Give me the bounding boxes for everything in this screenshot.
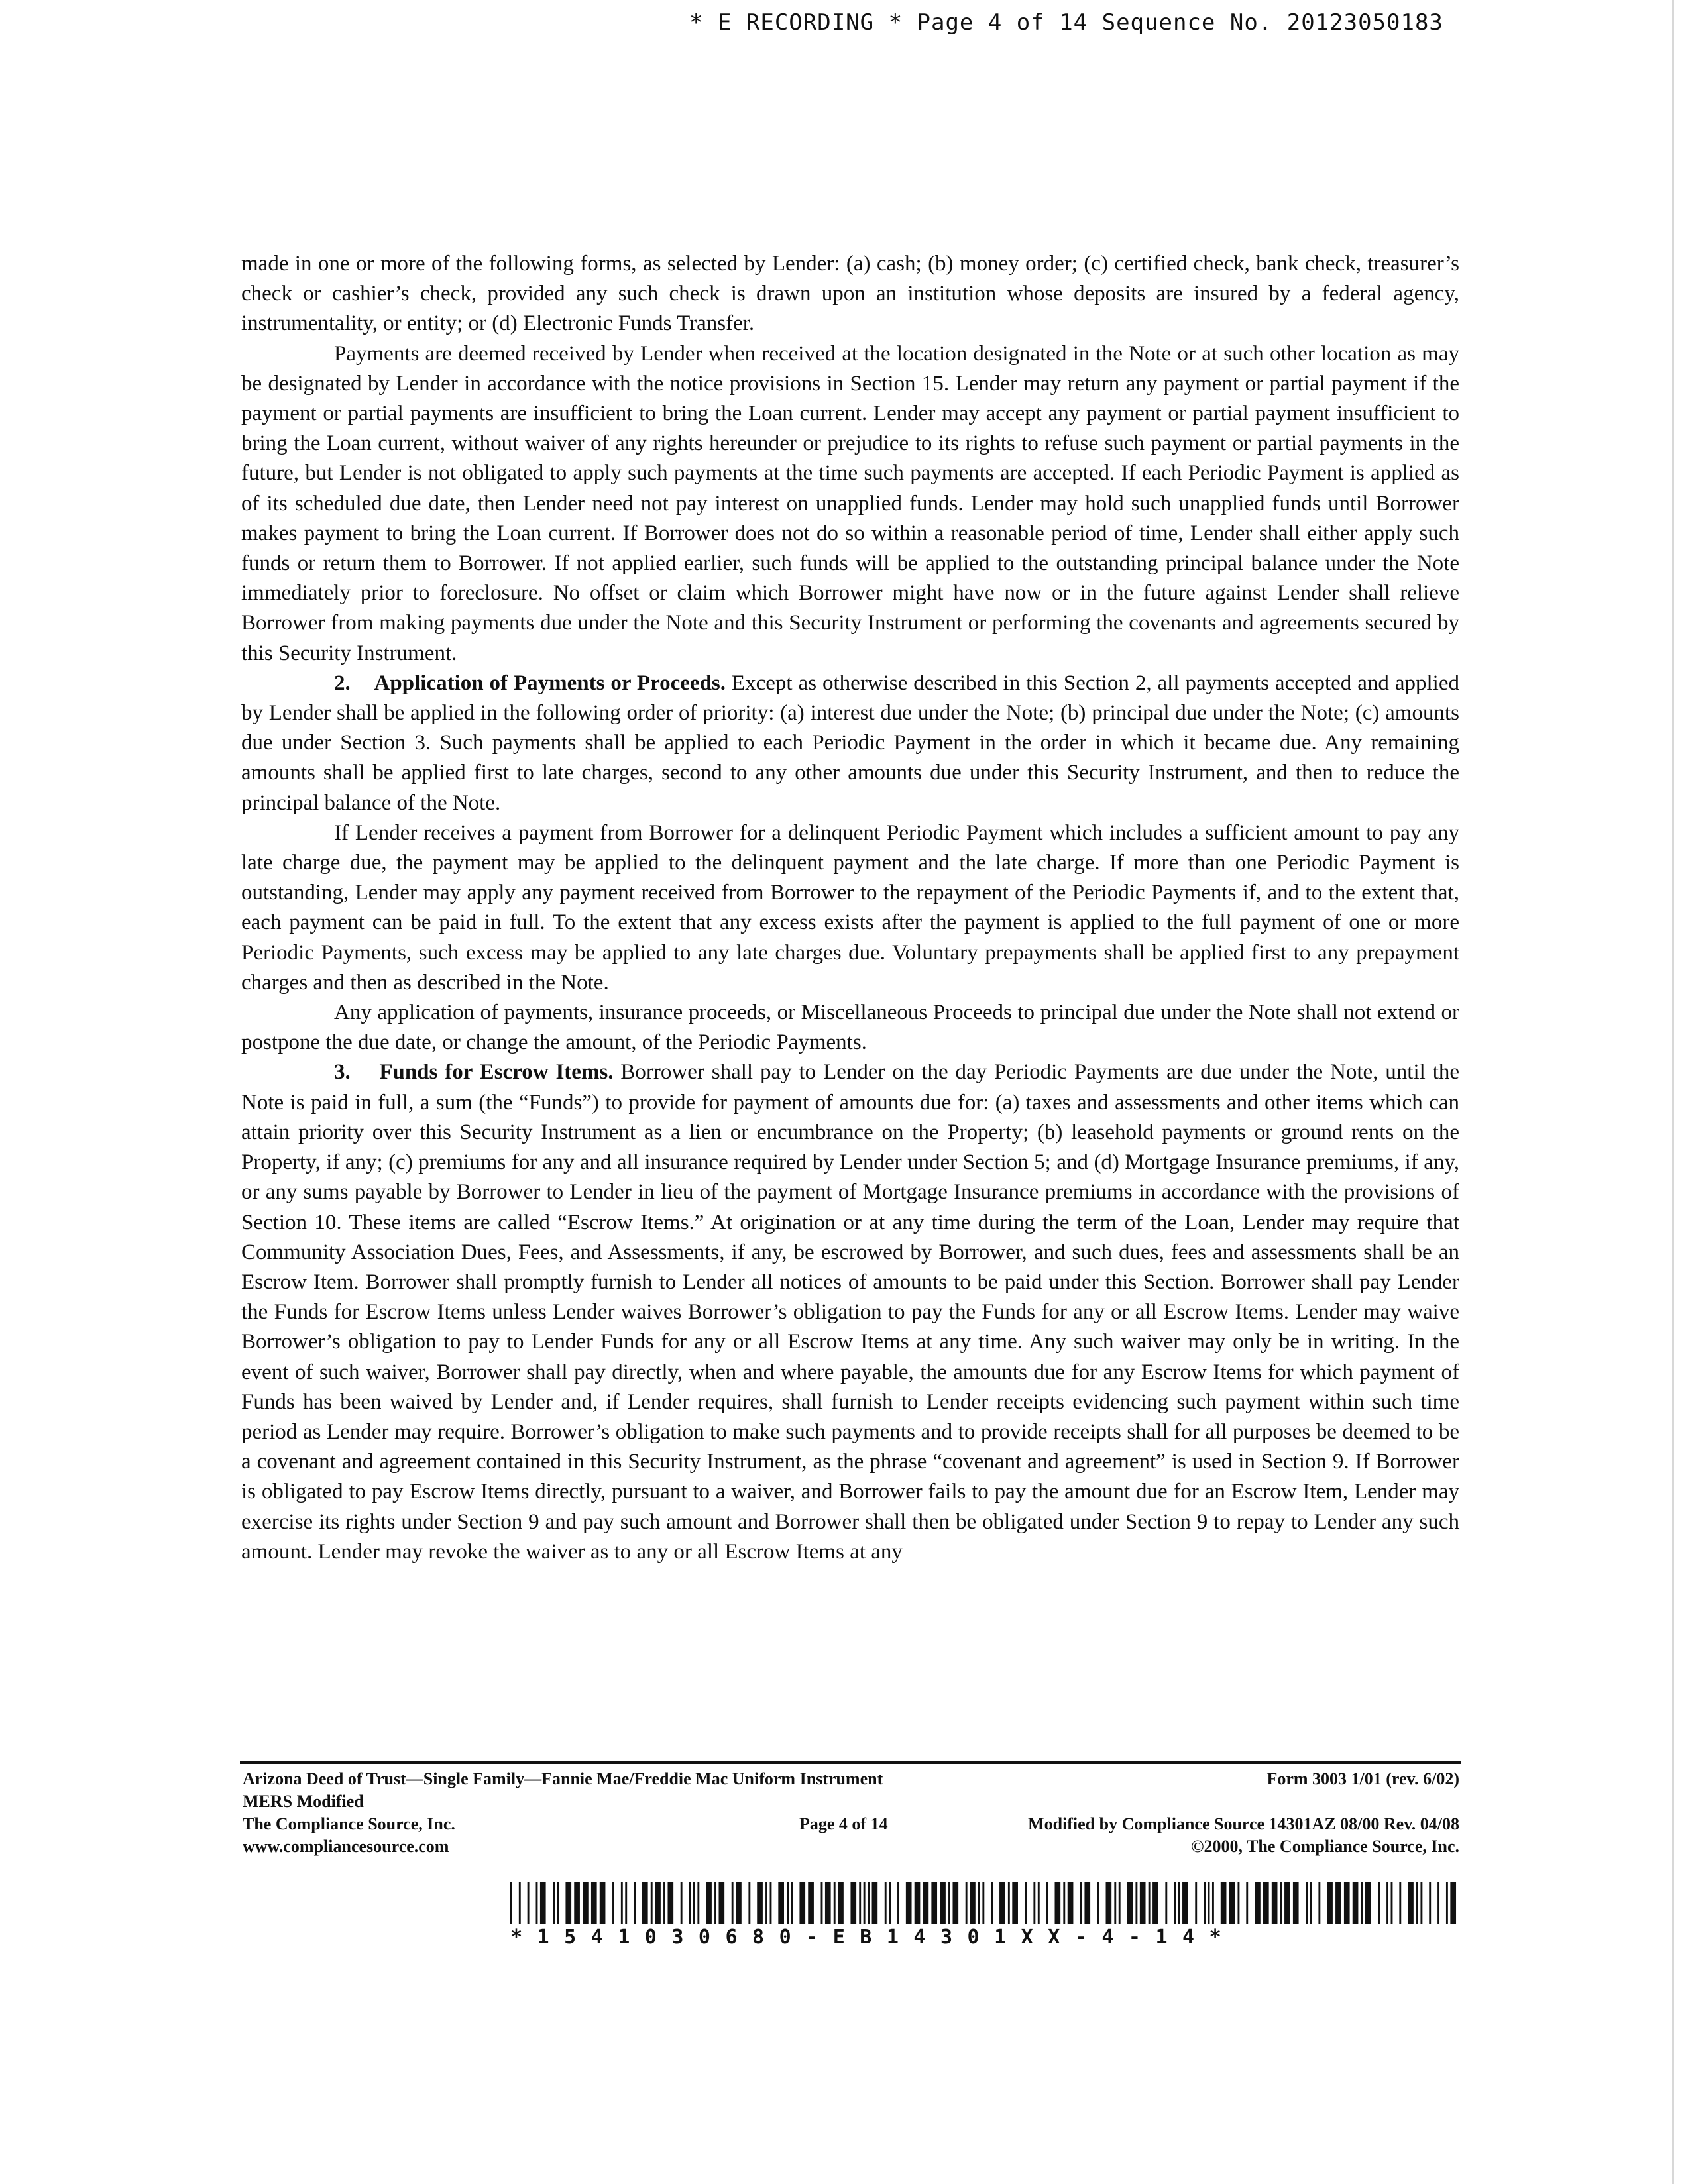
section-3-title: Funds for Escrow Items. bbox=[379, 1060, 614, 1085]
footer-company: The Compliance Source, Inc. bbox=[243, 1814, 455, 1833]
barcode-bar bbox=[681, 1882, 683, 1924]
barcode-bar bbox=[1212, 1882, 1214, 1924]
barcode-bar bbox=[510, 1882, 512, 1924]
barcode-bar bbox=[693, 1882, 695, 1924]
barcode-bar bbox=[1182, 1882, 1188, 1924]
barcode-bar bbox=[706, 1882, 712, 1924]
barcode-bar bbox=[1310, 1882, 1312, 1924]
page-edge-line bbox=[1672, 0, 1674, 2184]
barcode-bar bbox=[736, 1882, 742, 1924]
recording-header: * E RECORDING * Page 4 of 14 Sequence No. 20123050183 bbox=[689, 9, 1443, 36]
barcode-bar bbox=[621, 1882, 623, 1924]
barcode-bar bbox=[528, 1882, 530, 1924]
barcode-bar bbox=[1135, 1882, 1137, 1924]
barcode-bar bbox=[1174, 1882, 1176, 1924]
barcode-bar bbox=[765, 1882, 767, 1924]
barcode-bar bbox=[940, 1882, 946, 1924]
barcode-bar bbox=[1097, 1882, 1099, 1924]
barcode-bar bbox=[970, 1882, 976, 1924]
barcode-bar bbox=[834, 1882, 836, 1924]
barcode-bar bbox=[553, 1882, 555, 1924]
barcode-bar bbox=[1195, 1882, 1197, 1924]
section-3-text: Borrower shall pay to Lender on the day Periodic Payments are due under the Note, until the Note is paid in full, a sum (the “Funds”) to provide for payment of amounts due for: (a) taxes and assessments and other items which can attain priority over this Security Instrument as a lien or encumbrance on the Property; (b) leasehold payments or ground rents on the Property, if any; (c) premiums for any and all insurance required by Lender under Section 5; and (d) Mortgage Insurance premiums, if any, or any sums payable by Borrower to Lender in lieu of the payment of Mortgage Insurance premiums in accordance with the provisions of Section 10. These items are called “Escrow Items.” At origination or at any time during the term of the Loan, Lender may require that Community Association Dues, Fees, and Assessments, if any, be escrowed by Borrower, and such dues, fees and assessments shall be an Escrow Item. Borrower shall promptly furnish to Lender all notices of amounts to be paid under this Section. Borrower shall pay Lender the Funds for Escrow Items unless Lender waives Borrower’s obligation to pay the Funds for any or all Escrow Items. Lender may waive Borrower’s obligation to pay to Lender Funds for any or all Escrow Items at any time. Any such waiver may only be in writing. In the event of such waiver, Borrower shall pay directly, when and where payable, the amounts due for any Escrow Items for which payment of Funds has been waived by Lender and, if Lender requires, shall furnish to Lender receipts evidencing such payment within such time period as Lender may require. Borrower’s obligation to make such payments and to provide receipts shall for all purposes be deemed to be a covenant and agreement contained in this Security Instrument, as the phrase “covenant and agreement” is used in Section 9. If Borrower is obligated to pay Escrow Items directly, pursuant to a waiver, and Borrower fails to pay the amount due for an Escrow Item, Lender may exercise its rights under Section 9 and pay such amount and Borrower shall then be obligated under Section 9 to repay to Lender any such amount. Lender may revoke the waiver as to any or all Escrow Items at any bbox=[241, 1060, 1460, 1564]
barcode-bar bbox=[625, 1882, 627, 1924]
section-2-text: Except as otherwise described in this Section 2, all payments accepted and applied by Lender shall be applied in the following order of priority: (a) interest due under the Note; (b) principal due under the Note; (c) amounts due under Section 3. Such payments shall be applied to each Periodic Payment in the order in which it became due. Any remaining amounts shall be applied first to late charges, second to any other amounts due under this Security Instrument, and then to reduce the principal balance of the Note. bbox=[241, 671, 1459, 815]
barcode-bar bbox=[1437, 1882, 1439, 1924]
footer-form-title: Arizona Deed of Trust—Single Family—Fannie Mae/Freddie Mac Uniform Instrument bbox=[243, 1769, 883, 1788]
barcode-bar bbox=[1420, 1882, 1422, 1924]
footer-website: www.compliancesource.com bbox=[243, 1837, 449, 1856]
footer-form-number: Form 3003 1/01 (rev. 6/02) bbox=[1266, 1769, 1459, 1788]
barcode-bar bbox=[850, 1882, 856, 1924]
footer-page-number: Page 4 of 14 bbox=[799, 1814, 888, 1833]
barcode-bar bbox=[1318, 1882, 1320, 1924]
barcode-bar bbox=[591, 1882, 597, 1924]
barcode-bar bbox=[1344, 1882, 1350, 1924]
barcode-bar bbox=[689, 1882, 691, 1924]
barcode-bar bbox=[1408, 1882, 1414, 1924]
barcode-bar bbox=[697, 1882, 699, 1924]
barcode-bar bbox=[1149, 1882, 1151, 1924]
barcode-bar bbox=[663, 1882, 665, 1924]
barcode-bar bbox=[978, 1882, 980, 1924]
barcode-bar bbox=[859, 1882, 861, 1924]
barcode-bar bbox=[642, 1882, 648, 1924]
barcode-bar bbox=[519, 1882, 521, 1924]
barcode-bar bbox=[574, 1882, 580, 1924]
barcode-bar bbox=[966, 1882, 968, 1924]
barcode-bar bbox=[1152, 1882, 1158, 1924]
barcode-bar bbox=[757, 1882, 763, 1924]
barcode-bar bbox=[1361, 1882, 1363, 1924]
document-body bbox=[241, 249, 1459, 1567]
barcode-bar bbox=[808, 1882, 814, 1924]
barcode-bar bbox=[1450, 1882, 1456, 1924]
barcode-bar bbox=[1272, 1882, 1278, 1924]
barcode-bar bbox=[1306, 1882, 1308, 1924]
barcode-bar bbox=[1255, 1882, 1261, 1924]
barcode-bar bbox=[1038, 1882, 1040, 1924]
barcode-bar bbox=[1229, 1882, 1235, 1924]
barcode-bar bbox=[612, 1882, 614, 1924]
barcode-bar bbox=[906, 1882, 912, 1924]
section-2-number: 2. bbox=[334, 671, 351, 695]
barcode-bar bbox=[651, 1882, 653, 1924]
barcode-bar bbox=[897, 1882, 899, 1924]
barcode-bar bbox=[1263, 1882, 1269, 1924]
footer-divider bbox=[240, 1761, 1461, 1764]
paragraph-payment-forms: made in one or more of the following forms, as selected by Lender: (a) cash; (b) money order; (c) certified check, bank check, treasurer’s check or cashier’s check, provided any such check is drawn upon an institution whose deposits are insured by a federal agency, instrumentality, or entity; or (d) Electronic Funds Transfer. bbox=[241, 252, 1459, 336]
barcode-bar bbox=[1284, 1882, 1290, 1924]
barcode-bar bbox=[1140, 1882, 1146, 1924]
barcode-bar bbox=[1365, 1882, 1371, 1924]
barcode-bar bbox=[821, 1882, 823, 1924]
barcode-bar bbox=[1386, 1882, 1388, 1924]
barcode-bar bbox=[825, 1882, 831, 1924]
section-3-number: 3. bbox=[334, 1060, 351, 1085]
barcode-bar bbox=[1353, 1882, 1359, 1924]
barcode-bar bbox=[1208, 1882, 1210, 1924]
section-2-title: Application of Payments or Proceeds. bbox=[374, 671, 726, 695]
barcode-bar bbox=[1178, 1882, 1180, 1924]
barcode-bar bbox=[557, 1882, 559, 1924]
barcode-bar bbox=[948, 1882, 950, 1924]
barcode-bar bbox=[1165, 1882, 1167, 1924]
barcode-bar bbox=[1080, 1882, 1082, 1924]
barcode-bar bbox=[536, 1882, 538, 1924]
barcode-bar bbox=[1046, 1882, 1048, 1924]
barcode-bar bbox=[1106, 1882, 1112, 1924]
barcode-bar bbox=[1237, 1882, 1239, 1924]
barcode-bar bbox=[872, 1882, 878, 1924]
barcode-bar bbox=[991, 1882, 993, 1924]
section-2 bbox=[241, 669, 1459, 818]
barcode-bar bbox=[565, 1882, 571, 1924]
barcode-bar bbox=[799, 1882, 805, 1924]
barcode-bar bbox=[1280, 1882, 1282, 1924]
barcode-bar bbox=[1055, 1882, 1061, 1924]
paragraph-delinquent-payment: If Lender receives a payment from Borrower for a delinquent Periodic Payment which includes a sufficient amount to pay any late charge due, the payment may be applied to the delinquent payment and the late charge. If more than one Periodic Payment is outstanding, Lender may apply any payment received from Borrower to the repayment of the Periodic Payments if, and to the extent that, each payment can be paid in full. To the extent that any excess exists after the payment is applied to the full payment of one or more Periodic Payments, such excess may be applied to any late charges due. Voluntary prepayments shall be applied first to any prepayment charges and then as described in the Note. bbox=[241, 820, 1459, 995]
barcode-bar bbox=[634, 1882, 636, 1924]
barcode-bar bbox=[1084, 1882, 1090, 1924]
barcode-bar bbox=[778, 1882, 784, 1924]
paragraph-payments-received: Payments are deemed received by Lender when received at the location designated in the Note or at such other location as may be designated by Lender in accordance with the notice provisions in Section 15. Lender may return any payment or partial payment if the payment or partial payments are insufficient to bring the Loan current. Lender may accept any payment or partial payment insufficient to bring the Loan current, without waiver of any rights hereunder or prejudice to its rights to refuse such payment or partial payments in the future, but Lender is not obligated to apply such payments at the time such payments are accepted. If each Periodic Payment is applied as of its scheduled due date, then Lender need not pay interest on unapplied funds. Lender may hold such unapplied funds until Borrower makes payment to bring the Loan current. If Borrower does not do so within a reasonable period of time, Lender shall either apply such funds or return them to Borrower. If not applied earlier, such funds will be applied to the outstanding principal balance under the Note immediately prior to foreclosure. No offset or claim which Borrower might have now or in the future against Lender shall relieve Borrower from making payments due under the Note and this Security Instrument or performing the covenants and agreements secured by this Security Instrument. bbox=[241, 341, 1459, 665]
barcode-bar bbox=[1378, 1882, 1380, 1924]
footer-mers: MERS Modified bbox=[243, 1792, 364, 1811]
barcode-bar bbox=[1429, 1882, 1431, 1924]
paragraph-application-of-payments: Any application of payments, insurance proceeds, or Miscellaneous Proceeds to principal due under the Note shall not extend or postpone the due date, or change the amount, of the Periodic Payments. bbox=[241, 1001, 1459, 1055]
barcode-bar bbox=[748, 1882, 750, 1924]
barcode-bar bbox=[1293, 1882, 1299, 1924]
footer-copyright: ©2000, The Compliance Source, Inc. bbox=[1191, 1837, 1459, 1856]
barcode-bar bbox=[1327, 1882, 1333, 1924]
barcode-bar bbox=[1221, 1882, 1227, 1924]
barcode-bar bbox=[1127, 1882, 1133, 1924]
barcode-bar bbox=[600, 1882, 606, 1924]
barcode-bar bbox=[787, 1882, 789, 1924]
section-3 bbox=[241, 1058, 1459, 1566]
barcode-bar bbox=[952, 1882, 958, 1924]
barcode-bar bbox=[838, 1882, 844, 1924]
barcode-bar bbox=[1025, 1882, 1027, 1924]
barcode-bar bbox=[931, 1882, 937, 1924]
barcode-bar bbox=[915, 1882, 921, 1924]
barcode-bar bbox=[889, 1882, 891, 1924]
barcode-bar bbox=[1063, 1882, 1065, 1924]
barcode-bar bbox=[1335, 1882, 1341, 1924]
barcode-bar bbox=[714, 1882, 716, 1924]
barcode-bar bbox=[667, 1882, 673, 1924]
barcode-bar bbox=[1399, 1882, 1401, 1924]
barcode-bar bbox=[1119, 1882, 1121, 1924]
barcode-bar bbox=[770, 1882, 772, 1924]
barcode-bars bbox=[510, 1882, 1457, 1924]
barcode bbox=[510, 1882, 1457, 1949]
barcode-bar bbox=[655, 1882, 661, 1924]
barcode-bar bbox=[540, 1882, 546, 1924]
barcode-bar bbox=[1012, 1882, 1018, 1924]
barcode-bar bbox=[1391, 1882, 1393, 1924]
barcode-bar bbox=[1416, 1882, 1418, 1924]
barcode-bar bbox=[583, 1882, 589, 1924]
barcode-bar bbox=[732, 1882, 734, 1924]
barcode-bar bbox=[718, 1882, 724, 1924]
barcode-bar bbox=[1204, 1882, 1206, 1924]
barcode-text: *1541030680-EB14301XX-4-14* bbox=[510, 1926, 1237, 1949]
barcode-bar bbox=[1068, 1882, 1074, 1924]
barcode-bar bbox=[864, 1882, 866, 1924]
barcode-bar bbox=[868, 1882, 870, 1924]
document-footer bbox=[243, 1768, 1459, 1858]
barcode-bar bbox=[1008, 1882, 1010, 1924]
barcode-bar bbox=[982, 1882, 984, 1924]
footer-modified: Modified by Compliance Source 14301AZ 08/00 Rev. 04/08 bbox=[1028, 1814, 1459, 1833]
barcode-bar bbox=[1446, 1882, 1448, 1924]
barcode-bar bbox=[1033, 1882, 1035, 1924]
barcode-bar bbox=[999, 1882, 1005, 1924]
barcode-bar bbox=[1246, 1882, 1248, 1924]
barcode-bar bbox=[791, 1882, 793, 1924]
barcode-bar bbox=[1114, 1882, 1116, 1924]
barcode-bar bbox=[923, 1882, 929, 1924]
barcode-bar bbox=[885, 1882, 887, 1924]
